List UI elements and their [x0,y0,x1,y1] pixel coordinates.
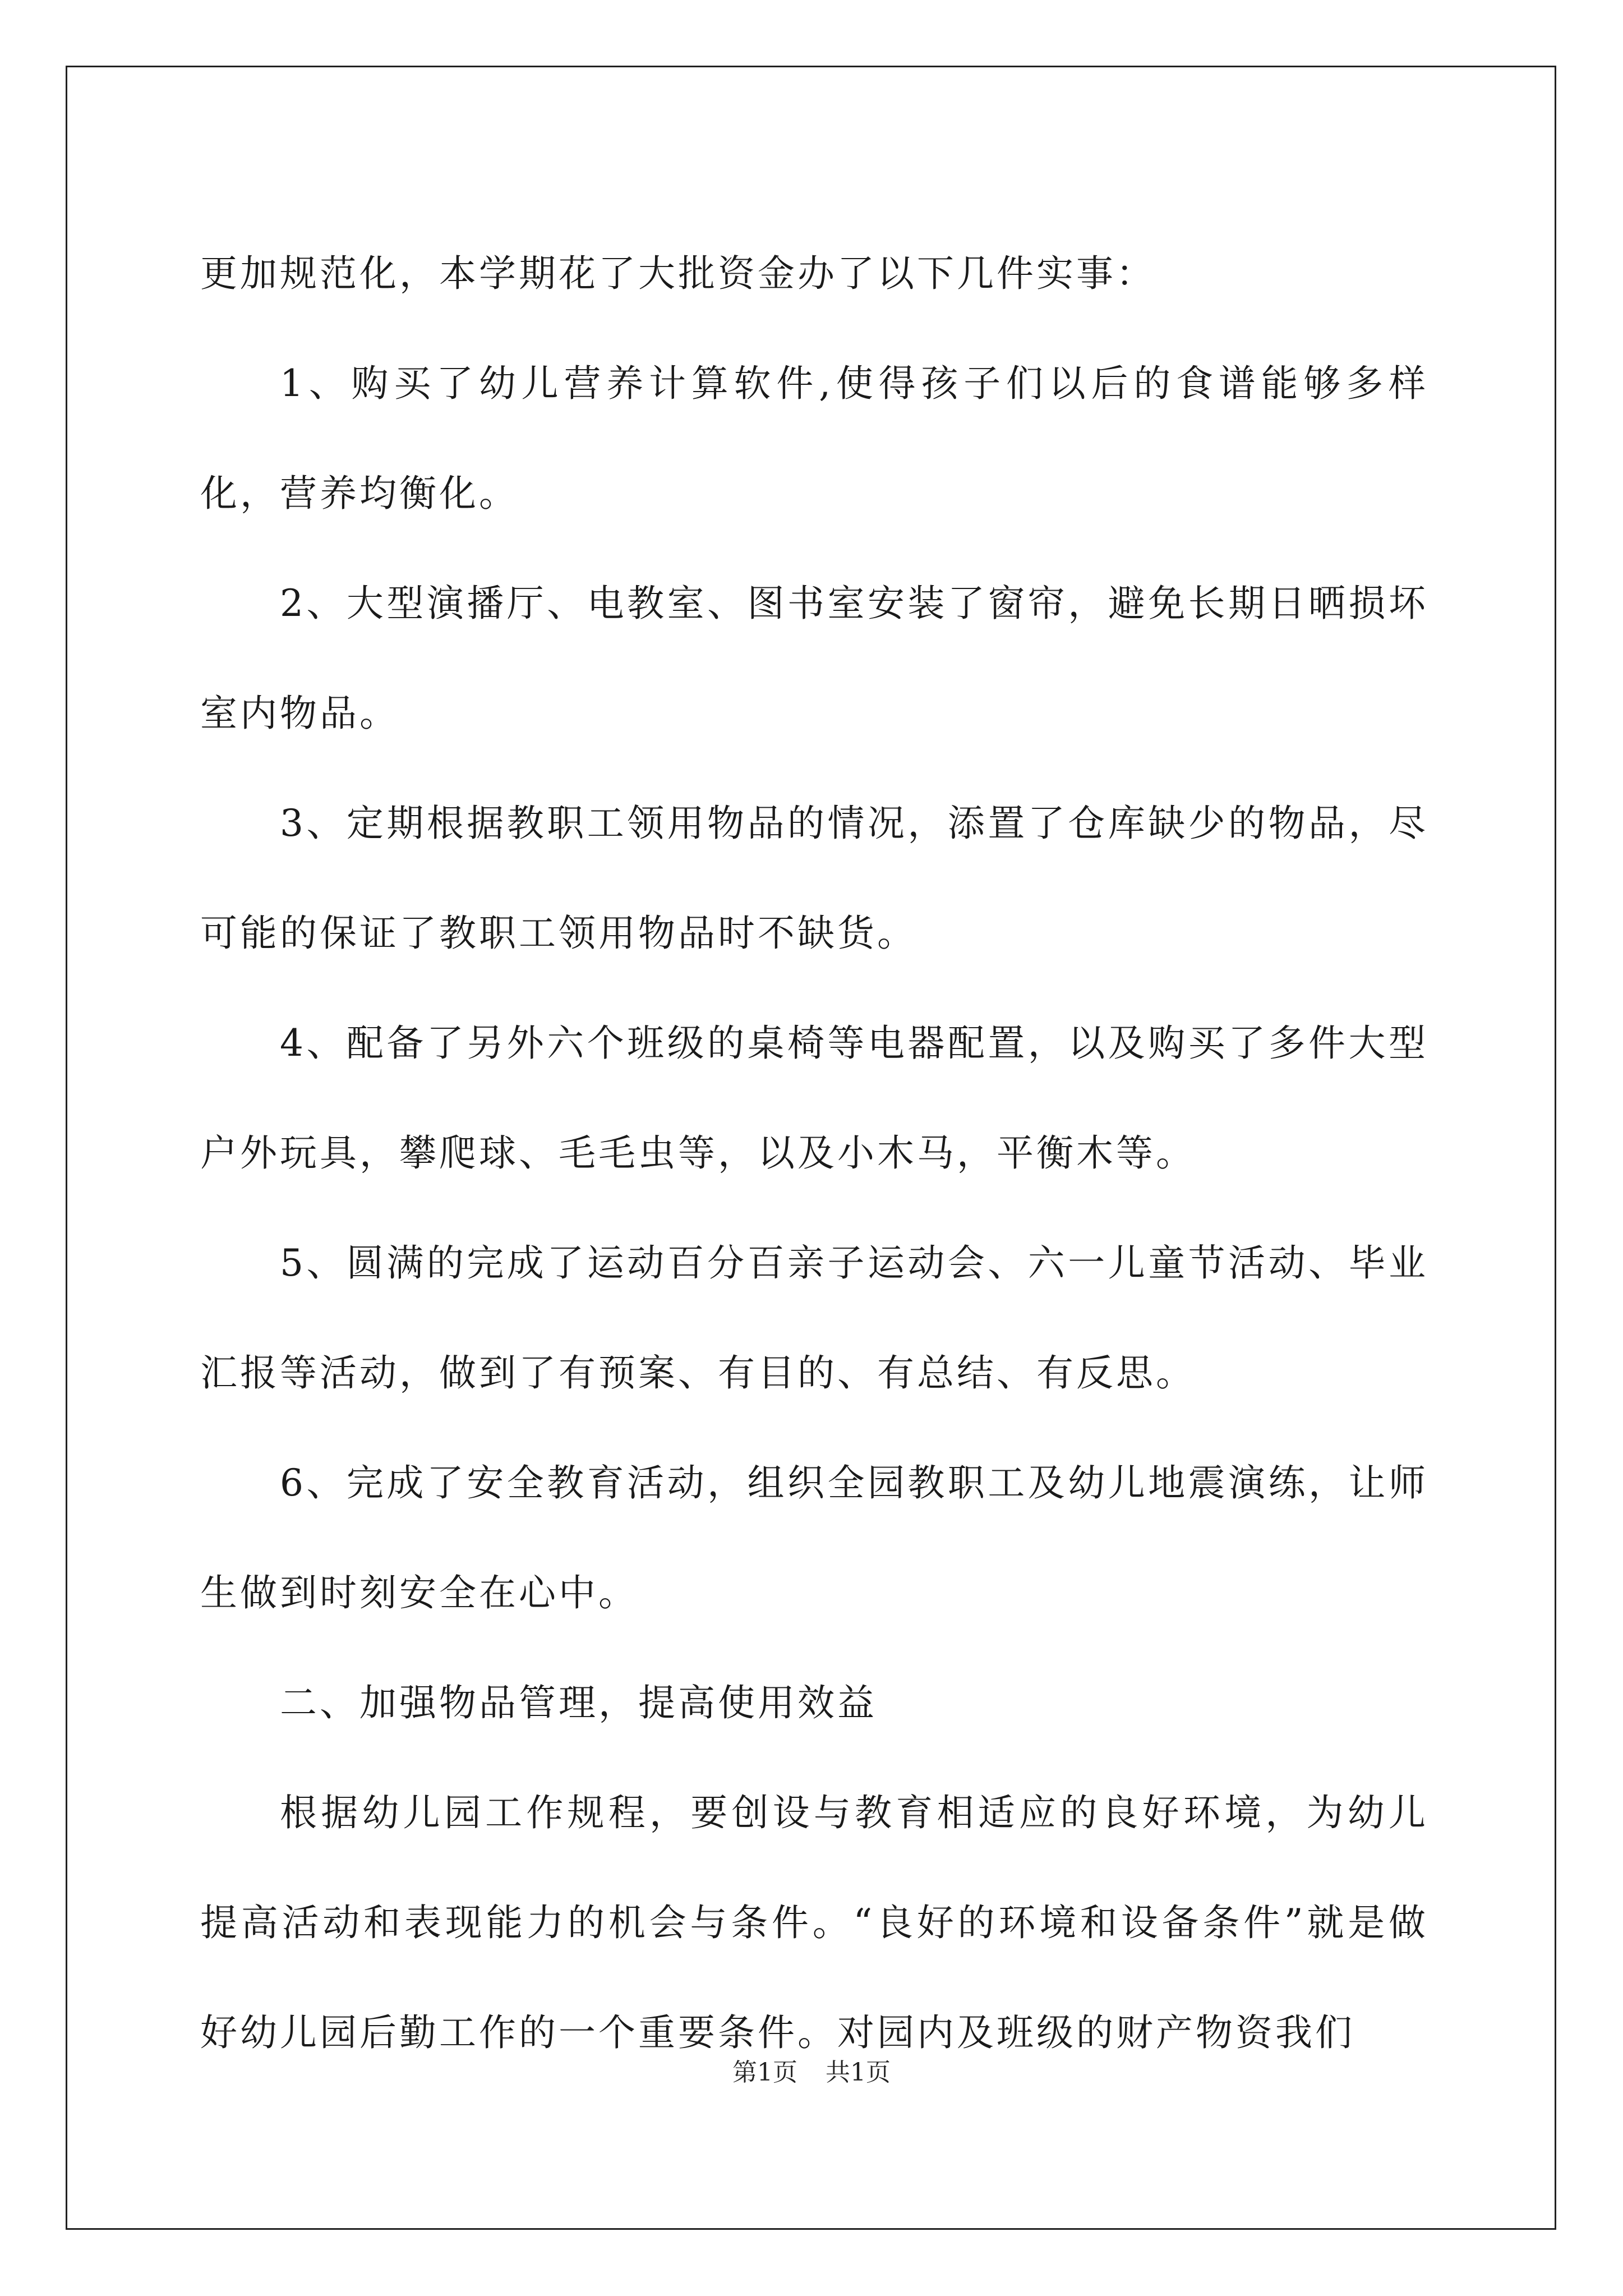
paragraph-3: 2、大型演播厅、电教室、图书室安装了窗帘，避免长期日晒损坏室内物品。 [200,582,1428,735]
paragraph-5: 4、配备了另外六个班级的桌椅等电器配置，以及购买了多件大型户外玩具，攀爬球、毛毛虫等，以及小木马，平衡木等。 [200,1022,1428,1175]
page-footer [0,2052,1623,2088]
page-total: 共1页 [826,2058,891,2087]
paragraph-2: 1、购买了幼儿营养计算软件,使得孩子们以后的食谱能够多样化，营养均衡化。 [200,362,1428,515]
section-heading: 二、加强物品管理，提高使用效益 [280,1681,877,1724]
page-number: 第1页 [732,2058,797,2087]
paragraph-1: 更加规范化，本学期花了大批资金办了以下几件实事： [200,252,1156,295]
document-body [200,219,1428,2088]
paragraph-9: 根据幼儿园工作规程，要创设与教育相适应的良好环境，为幼儿提高活动和表现能力的机会与条件。“良好的环境和设备条件”就是做好幼儿园后勤工作的一个重要条件。对园内及班级的财产物资我们 [200,1791,1428,2054]
paragraph-7: 6、完成了安全教育活动，组织全园教职工及幼儿地震演练，让师生做到时刻安全在心中。 [200,1461,1428,1614]
paragraph-6: 5、圆满的完成了运动百分百亲子运动会、六一儿童节活动、毕业汇报等活动，做到了有预案、有目的、有总结、有反思。 [200,1241,1428,1395]
paragraph-4: 3、定期根据教职工领用物品的情况，添置了仓库缺少的物品，尽可能的保证了教职工领用物品时不缺货。 [200,802,1428,955]
